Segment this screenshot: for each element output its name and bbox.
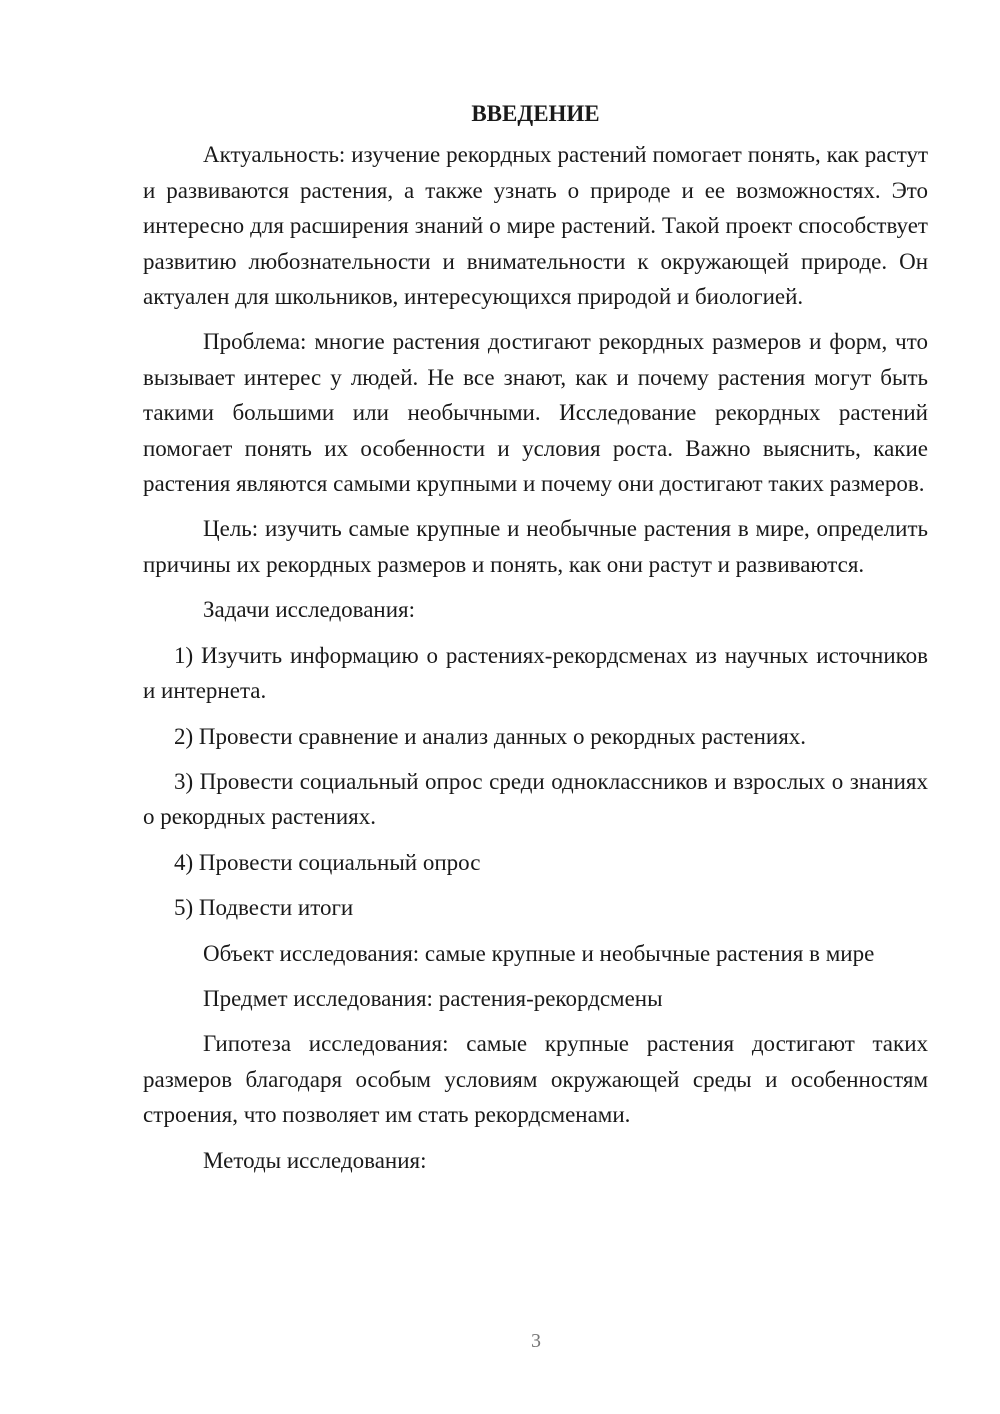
section-heading: ВВЕДЕНИЕ — [471, 101, 600, 126]
tasks-heading: Задачи исследования: — [203, 597, 416, 623]
goal-paragraph: Цель: изучить самые крупные и необычные растения в мире, определить причины их рекордных размеров и понять, как они растут и развиваются. — [143, 516, 928, 577]
task-item-5: 5) Подвести итоги — [174, 895, 354, 921]
object-paragraph: Объект исследования: самые крупные и необычные растения в мире — [203, 940, 875, 966]
page-number: 3 — [531, 1330, 541, 1352]
relevance-paragraph: Актуальность: изучение рекордных растений помогает понять, как растут и развиваются растения, а также узнать о природе и ее возможностях. Это интересно для расширения знаний о мире растений. Такой проект способствует развитию любознательности и внимательности к окружающей природе. Он актуален для школьников, интересующихся природой и биологией. — [143, 142, 928, 310]
task-item-1: 1) Изучить информацию о растениях-рекордсменах из научных источников и интернета. — [143, 642, 928, 704]
task-item-2: 2) Провести сравнение и анализ данных о рекордных растениях. — [174, 723, 807, 749]
task-item-4: 4) Провести социальный опрос — [174, 849, 481, 875]
problem-paragraph: Проблема: многие растения достигают рекордных размеров и форм, что вызывает интерес у людей. Не все знают, как и почему растения могут быть такими большими или необычными. Исследование рекордных растений помогает понять их особенности и условия роста. Важно выяснить, какие растения являются самыми крупными и почему они достигают таких размеров. — [143, 329, 928, 497]
task-item-3: 3) Провести социальный опрос среди одноклассников и взрослых о знаниях о рекордных растениях. — [143, 768, 928, 830]
hypothesis-paragraph: Гипотеза исследования: самые крупные растения достигают таких размеров благодаря особым условиям окружающей среды и особенностям строения, что позволяет им стать рекордсменами. — [143, 1031, 928, 1128]
subject-paragraph: Предмет исследования: растения-рекордсмены — [203, 985, 663, 1011]
page-content — [143, 96, 928, 1188]
methods-heading: Методы исследования: — [203, 1147, 427, 1173]
